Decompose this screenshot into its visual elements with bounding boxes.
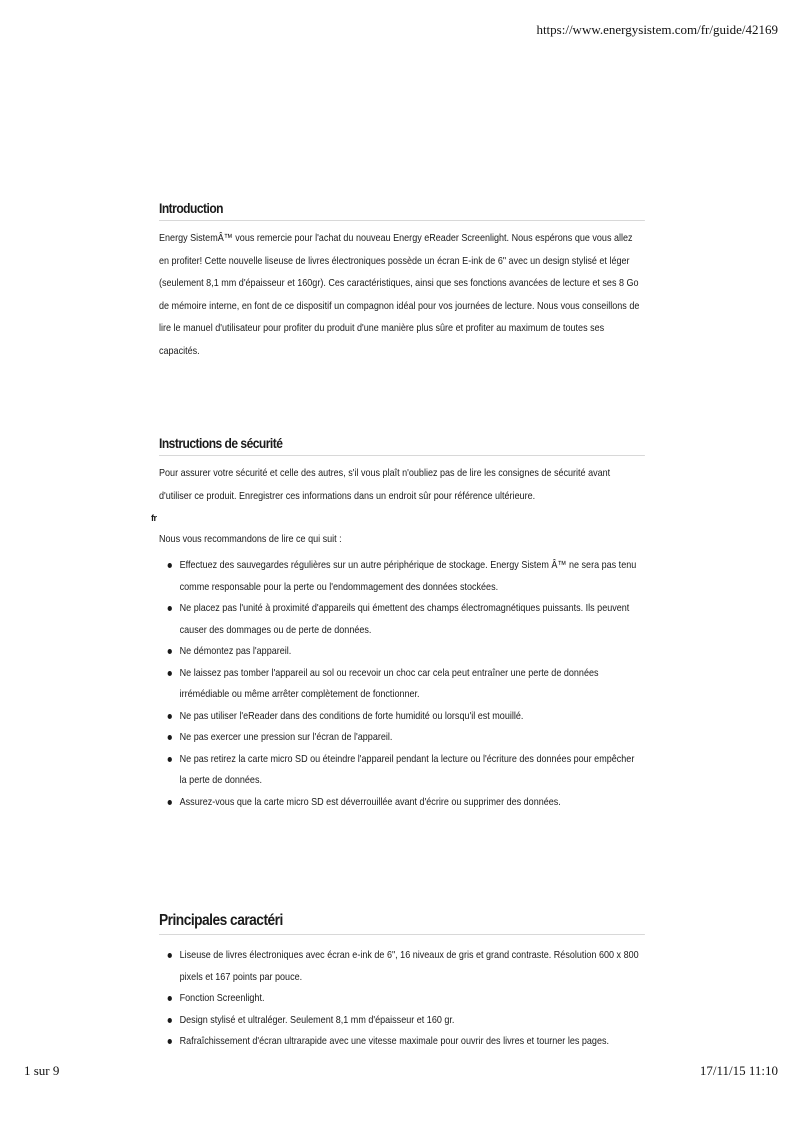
list-item — [159, 1010, 642, 1032]
safety-text: Pour assurer votre sécurité et celle des autres, s'il vous plaît n'oubliez pas de lire les consignes de sécurité avant d'utiliser ce produit. Enregistrer ces informations dans un endroit sûr pour référence ultérieure. — [159, 467, 611, 502]
bullet-icon — [168, 714, 172, 719]
list-item — [159, 749, 642, 792]
list-item-text: Rafraîchissement d'écran ultrarapide avec une vitesse maximale pour ouvrir des livres et tourner les pages. — [179, 1035, 609, 1047]
features-heading: Principales caractéri — [159, 912, 645, 935]
introduction-text: Energy SistemÂ™ vous remercie pour l'achat du nouveau Energy eReader Screenlight. Nous espérons que vous allez en profiter! Cette nouvelle liseuse de livres électroniques possède un écran E-ink de 6" avec un design stylisé et léger (seulement 8,1 mm d'épaisseur et 160gr). Ces caractéristiques, ainsi que ses fonctions avancées de lecture et ses 8 Go de mémoire interne, en font de ce dispositif un compagnon idéal pour vos journées de lecture. Nous vous conseillons de lire le manuel d'utilisateur pour profiter du produit d'une manière plus sûre et profiter au maximum de toutes ses capacités. — [159, 232, 640, 357]
list-item-text: Ne pas retirez la carte micro SD ou éteindre l'appareil pendant la lecture ou l'écriture des données pour empêcher la perte de données. — [179, 752, 635, 786]
list-item — [159, 792, 642, 814]
features-section — [159, 912, 643, 1053]
introduction-heading: Introduction — [159, 200, 645, 221]
list-item-text: Assurez-vous que la carte micro SD est déverrouillée avant d'écrire ou supprimer des données. — [179, 795, 561, 808]
safety-lead: Nous vous recommandons de lire ce qui suit : — [159, 533, 342, 545]
list-item-text: Ne placez pas l'unité à proximité d'appareils qui émettent des champs électromagnétiques puissants. Ils peuvent causer des dommages ou de perte de données. — [179, 602, 630, 636]
bullet-icon — [168, 606, 172, 611]
print-header-url: https://www.energysistem.com/fr/guide/42169 — [536, 22, 778, 37]
list-item — [159, 727, 642, 749]
bullet-icon — [168, 800, 172, 805]
bullet-icon — [168, 735, 172, 740]
list-item — [159, 555, 642, 598]
list-item-text: Fonction Screenlight. — [179, 992, 265, 1004]
introduction-section — [159, 200, 643, 362]
list-item-text: Ne laissez pas tomber l'appareil au sol ou recevoir un choc car cela peut entraîner une perte de données irrémédiable ou même arrêter complètement de fonctionner. — [179, 666, 599, 700]
bullet-icon — [168, 1018, 172, 1023]
list-item — [159, 945, 642, 988]
list-item — [159, 706, 642, 728]
list-item-text: Liseuse de livres électroniques avec écran e-ink de 6", 16 niveaux de gris et grand contraste. Résolution 600 x 800 pixels et 167 points par pouce. — [179, 949, 639, 983]
list-item — [159, 1031, 642, 1053]
list-item-text: Ne pas utiliser l'eReader dans des conditions de forte humidité ou lorsqu'il est mouillé. — [179, 709, 524, 722]
list-item — [159, 663, 642, 706]
list-item — [159, 641, 642, 663]
print-footer-page: 1 sur 9 — [24, 1063, 60, 1078]
bullet-icon — [168, 953, 172, 958]
bullet-icon — [168, 649, 172, 654]
safety-section — [151, 435, 643, 813]
safety-heading: Instructions de sécurité — [159, 435, 645, 456]
print-footer-datetime: 17/11/15 11:10 — [699, 1063, 778, 1078]
bullet-icon — [168, 757, 172, 762]
list-item — [159, 988, 642, 1010]
bullet-icon — [168, 1039, 172, 1044]
list-item-text: Ne pas exercer une pression sur l'écran de l'appareil. — [179, 731, 393, 743]
list-item-text: Design stylisé et ultraléger. Seulement 8,1 mm d'épaisseur et 160 gr. — [179, 1013, 455, 1026]
features-list — [159, 945, 642, 1053]
language-mark: fr — [151, 513, 157, 523]
safety-list — [159, 555, 642, 813]
list-item-text: Ne démontez pas l'appareil. — [179, 645, 292, 657]
list-item-text: Effectuez des sauvegardes régulières sur un autre périphérique de stockage. Energy Sistem Â™ ne sera pas tenu comme responsable pour la perte ou l'endommagement des données stockées. — [179, 559, 637, 593]
list-item — [159, 598, 642, 641]
bullet-icon — [168, 671, 172, 676]
bullet-icon — [168, 996, 172, 1001]
bullet-icon — [168, 563, 172, 568]
